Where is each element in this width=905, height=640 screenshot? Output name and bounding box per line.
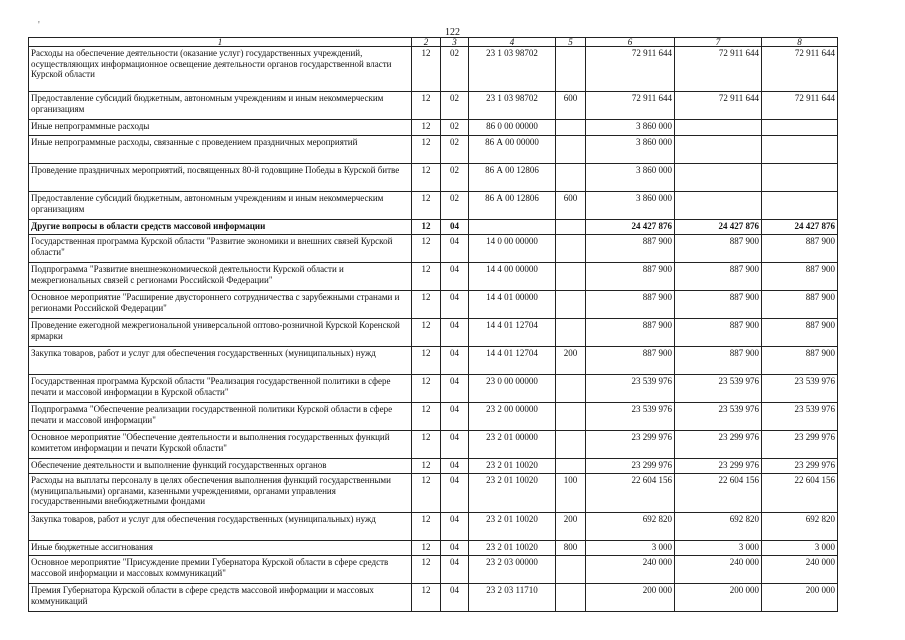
cell-amount-year-3: 887 900 bbox=[762, 319, 838, 347]
cell-subsection: 04 bbox=[441, 235, 469, 263]
cell-section: 12 bbox=[412, 403, 441, 431]
column-header: 8 bbox=[762, 38, 838, 47]
cell-section: 12 bbox=[412, 459, 441, 474]
cell-expense-type bbox=[556, 120, 586, 136]
cell-amount-year-3 bbox=[762, 120, 838, 136]
cell-target-article: 14 4 01 12704 bbox=[469, 319, 556, 347]
cell-target-article: 23 1 03 98702 bbox=[469, 92, 556, 120]
cell-subsection: 04 bbox=[441, 541, 469, 556]
cell-expense-type bbox=[556, 164, 586, 192]
table-row bbox=[29, 291, 838, 319]
cell-name: Обеспечение деятельности и выполнение функций государственных органов bbox=[29, 459, 412, 474]
cell-amount-year-3: 23 539 976 bbox=[762, 403, 838, 431]
cell-section: 12 bbox=[412, 164, 441, 192]
cell-target-article: 23 0 00 00000 bbox=[469, 375, 556, 403]
cell-expense-type: 600 bbox=[556, 192, 586, 220]
cell-amount-year-2 bbox=[675, 136, 762, 164]
cell-name: Другие вопросы в области средств массовой информации bbox=[29, 220, 412, 235]
budget-table bbox=[28, 37, 838, 612]
cell-expense-type bbox=[556, 584, 586, 612]
cell-amount-year-1: 3 860 000 bbox=[586, 120, 675, 136]
cell-section: 12 bbox=[412, 541, 441, 556]
cell-amount-year-2: 23 299 976 bbox=[675, 431, 762, 459]
cell-name: Предоставление субсидий бюджетным, автономным учреждениям и иным некоммерческим организациям bbox=[29, 92, 412, 120]
cell-amount-year-2 bbox=[675, 164, 762, 192]
cell-target-article: 23 2 01 10020 bbox=[469, 459, 556, 474]
cell-name: Закупка товаров, работ и услуг для обеспечения государственных (муниципальных) нужд bbox=[29, 513, 412, 541]
cell-amount-year-3: 23 299 976 bbox=[762, 459, 838, 474]
cell-amount-year-2: 23 539 976 bbox=[675, 403, 762, 431]
cell-section: 12 bbox=[412, 319, 441, 347]
cell-amount-year-3: 692 820 bbox=[762, 513, 838, 541]
cell-subsection: 04 bbox=[441, 584, 469, 612]
table-row bbox=[29, 403, 838, 431]
cell-amount-year-2 bbox=[675, 120, 762, 136]
cell-expense-type: 200 bbox=[556, 513, 586, 541]
cell-section: 12 bbox=[412, 513, 441, 541]
cell-section: 12 bbox=[412, 192, 441, 220]
cell-amount-year-1: 23 299 976 bbox=[586, 459, 675, 474]
cell-target-article: 23 2 01 00000 bbox=[469, 431, 556, 459]
scan-mark: ' bbox=[38, 20, 40, 31]
cell-name: Проведение ежегодной межрегиональной универсальной оптово-розничной Курской Коренской ярмарки bbox=[29, 319, 412, 347]
cell-amount-year-3: 22 604 156 bbox=[762, 474, 838, 513]
cell-target-article: 23 2 01 10020 bbox=[469, 474, 556, 513]
cell-amount-year-2 bbox=[675, 192, 762, 220]
cell-subsection: 04 bbox=[441, 375, 469, 403]
cell-amount-year-1: 200 000 bbox=[586, 584, 675, 612]
table-row bbox=[29, 120, 838, 136]
cell-amount-year-1: 23 299 976 bbox=[586, 431, 675, 459]
cell-amount-year-3: 72 911 644 bbox=[762, 47, 838, 92]
cell-subsection: 04 bbox=[441, 513, 469, 541]
cell-amount-year-1: 23 539 976 bbox=[586, 403, 675, 431]
cell-expense-type bbox=[556, 319, 586, 347]
cell-target-article: 14 4 00 00000 bbox=[469, 263, 556, 291]
cell-name: Основное мероприятие "Обеспечение деятельности и выполнения государственных функций комитетом информации и печати Курской области" bbox=[29, 431, 412, 459]
cell-amount-year-2: 240 000 bbox=[675, 556, 762, 584]
cell-amount-year-3: 887 900 bbox=[762, 347, 838, 375]
cell-target-article: 23 2 01 10020 bbox=[469, 541, 556, 556]
cell-amount-year-2: 887 900 bbox=[675, 291, 762, 319]
cell-amount-year-1: 240 000 bbox=[586, 556, 675, 584]
cell-section: 12 bbox=[412, 375, 441, 403]
cell-amount-year-3: 887 900 bbox=[762, 291, 838, 319]
cell-name: Расходы на выплаты персоналу в целях обеспечения выполнения функций государственными (муниципальными) органами, казенными учреждениями, органами управления государственными внебюджетными фондами bbox=[29, 474, 412, 513]
table-row bbox=[29, 136, 838, 164]
column-header: 1 bbox=[29, 38, 412, 47]
column-header: 5 bbox=[556, 38, 586, 47]
cell-amount-year-2: 23 539 976 bbox=[675, 375, 762, 403]
cell-name: Иные непрограммные расходы bbox=[29, 120, 412, 136]
table-row bbox=[29, 47, 838, 92]
cell-target-article: 23 2 01 10020 bbox=[469, 513, 556, 541]
table-header-row bbox=[29, 38, 838, 47]
column-header: 6 bbox=[586, 38, 675, 47]
cell-name: Государственная программа Курской области "Реализация государственной политики в сфере печати и массовой информации в Курской области" bbox=[29, 375, 412, 403]
cell-name: Расходы на обеспечение деятельности (оказание услуг) государственных учреждений, осуществляющих информационное освещение деятельности органов государственной власти Курской области bbox=[29, 47, 412, 92]
cell-expense-type bbox=[556, 47, 586, 92]
cell-subsection: 02 bbox=[441, 192, 469, 220]
cell-amount-year-1: 887 900 bbox=[586, 319, 675, 347]
cell-expense-type: 800 bbox=[556, 541, 586, 556]
cell-name: Предоставление субсидий бюджетным, автономным учреждениям и иным некоммерческим организациям bbox=[29, 192, 412, 220]
cell-expense-type bbox=[556, 375, 586, 403]
cell-name: Государственная программа Курской области "Развитие экономики и внешних связей Курской области" bbox=[29, 235, 412, 263]
table-row bbox=[29, 220, 838, 235]
cell-target-article: 86 А 00 12806 bbox=[469, 164, 556, 192]
cell-section: 12 bbox=[412, 92, 441, 120]
cell-expense-type bbox=[556, 220, 586, 235]
cell-amount-year-1: 23 539 976 bbox=[586, 375, 675, 403]
cell-subsection: 02 bbox=[441, 92, 469, 120]
cell-expense-type bbox=[556, 459, 586, 474]
cell-amount-year-1: 887 900 bbox=[586, 291, 675, 319]
cell-amount-year-2: 22 604 156 bbox=[675, 474, 762, 513]
column-header: 3 bbox=[441, 38, 469, 47]
cell-amount-year-3 bbox=[762, 164, 838, 192]
cell-amount-year-3: 23 299 976 bbox=[762, 431, 838, 459]
cell-subsection: 04 bbox=[441, 220, 469, 235]
cell-expense-type bbox=[556, 136, 586, 164]
cell-subsection: 02 bbox=[441, 120, 469, 136]
cell-amount-year-1: 887 900 bbox=[586, 263, 675, 291]
cell-section: 12 bbox=[412, 291, 441, 319]
cell-amount-year-2: 3 000 bbox=[675, 541, 762, 556]
table-row bbox=[29, 92, 838, 120]
cell-expense-type bbox=[556, 431, 586, 459]
table-row bbox=[29, 164, 838, 192]
table-row bbox=[29, 319, 838, 347]
cell-section: 12 bbox=[412, 220, 441, 235]
cell-section: 12 bbox=[412, 120, 441, 136]
cell-amount-year-3: 240 000 bbox=[762, 556, 838, 584]
cell-subsection: 02 bbox=[441, 164, 469, 192]
table-row bbox=[29, 192, 838, 220]
cell-amount-year-1: 692 820 bbox=[586, 513, 675, 541]
cell-name: Премия Губернатора Курской области в сфере средств массовой информации и массовых коммуникаций bbox=[29, 584, 412, 612]
cell-amount-year-1: 72 911 644 bbox=[586, 47, 675, 92]
cell-expense-type bbox=[556, 291, 586, 319]
table-row bbox=[29, 556, 838, 584]
cell-target-article: 14 4 01 00000 bbox=[469, 291, 556, 319]
cell-amount-year-2: 887 900 bbox=[675, 319, 762, 347]
table-row bbox=[29, 375, 838, 403]
cell-name: Основное мероприятие "Присуждение премии Губернатора Курской области в сфере средств массовой информации и массовых коммуникаций" bbox=[29, 556, 412, 584]
cell-section: 12 bbox=[412, 136, 441, 164]
cell-section: 12 bbox=[412, 584, 441, 612]
column-header: 2 bbox=[412, 38, 441, 47]
column-header: 7 bbox=[675, 38, 762, 47]
cell-subsection: 04 bbox=[441, 556, 469, 584]
cell-amount-year-1: 22 604 156 bbox=[586, 474, 675, 513]
table-row bbox=[29, 541, 838, 556]
cell-amount-year-3: 887 900 bbox=[762, 235, 838, 263]
cell-amount-year-3: 200 000 bbox=[762, 584, 838, 612]
cell-amount-year-2: 887 900 bbox=[675, 263, 762, 291]
cell-target-article bbox=[469, 220, 556, 235]
cell-section: 12 bbox=[412, 47, 441, 92]
cell-amount-year-3: 72 911 644 bbox=[762, 92, 838, 120]
cell-amount-year-1: 72 911 644 bbox=[586, 92, 675, 120]
cell-expense-type bbox=[556, 263, 586, 291]
table-row bbox=[29, 347, 838, 375]
cell-target-article: 23 2 03 11710 bbox=[469, 584, 556, 612]
cell-subsection: 04 bbox=[441, 431, 469, 459]
cell-subsection: 02 bbox=[441, 47, 469, 92]
cell-name: Подпрограмма "Развитие внешнеэкономической деятельности Курской области и межрегиональных связей с регионами Российской Федерации" bbox=[29, 263, 412, 291]
cell-target-article: 86 А 00 12806 bbox=[469, 192, 556, 220]
cell-name: Основное мероприятие "Расширение двустороннего сотрудничества с зарубежными странами и регионами Российской Федерации" bbox=[29, 291, 412, 319]
cell-subsection: 04 bbox=[441, 459, 469, 474]
cell-section: 12 bbox=[412, 431, 441, 459]
cell-section: 12 bbox=[412, 263, 441, 291]
cell-section: 12 bbox=[412, 347, 441, 375]
cell-amount-year-2: 200 000 bbox=[675, 584, 762, 612]
cell-amount-year-3: 3 000 bbox=[762, 541, 838, 556]
cell-subsection: 02 bbox=[441, 136, 469, 164]
table-row bbox=[29, 263, 838, 291]
table-row bbox=[29, 474, 838, 513]
cell-amount-year-2: 72 911 644 bbox=[675, 47, 762, 92]
cell-expense-type: 100 bbox=[556, 474, 586, 513]
cell-amount-year-3: 887 900 bbox=[762, 263, 838, 291]
cell-subsection: 04 bbox=[441, 319, 469, 347]
cell-target-article: 14 4 01 12704 bbox=[469, 347, 556, 375]
cell-amount-year-2: 887 900 bbox=[675, 347, 762, 375]
cell-section: 12 bbox=[412, 474, 441, 513]
cell-subsection: 04 bbox=[441, 263, 469, 291]
table-row bbox=[29, 459, 838, 474]
column-header: 4 bbox=[469, 38, 556, 47]
table-row bbox=[29, 584, 838, 612]
page-number: 122 bbox=[445, 27, 460, 38]
cell-section: 12 bbox=[412, 556, 441, 584]
table-row bbox=[29, 235, 838, 263]
cell-amount-year-2: 692 820 bbox=[675, 513, 762, 541]
cell-name: Подпрограмма "Обеспечение реализации государственной политики Курской области в сфере печати и массовой информации" bbox=[29, 403, 412, 431]
cell-name: Проведение праздничных мероприятий, посвященных 80-й годовщине Победы в Курской битве bbox=[29, 164, 412, 192]
cell-amount-year-3: 24 427 876 bbox=[762, 220, 838, 235]
cell-subsection: 04 bbox=[441, 403, 469, 431]
cell-subsection: 04 bbox=[441, 291, 469, 319]
cell-target-article: 86 0 00 00000 bbox=[469, 120, 556, 136]
cell-amount-year-2: 23 299 976 bbox=[675, 459, 762, 474]
cell-expense-type bbox=[556, 235, 586, 263]
cell-amount-year-1: 3 860 000 bbox=[586, 164, 675, 192]
table-row bbox=[29, 431, 838, 459]
cell-name: Иные непрограммные расходы, связанные с проведением праздничных мероприятий bbox=[29, 136, 412, 164]
cell-amount-year-3: 23 539 976 bbox=[762, 375, 838, 403]
cell-amount-year-1: 887 900 bbox=[586, 347, 675, 375]
cell-amount-year-3 bbox=[762, 192, 838, 220]
cell-target-article: 14 0 00 00000 bbox=[469, 235, 556, 263]
cell-subsection: 04 bbox=[441, 347, 469, 375]
cell-amount-year-2: 24 427 876 bbox=[675, 220, 762, 235]
cell-expense-type: 600 bbox=[556, 92, 586, 120]
cell-target-article: 23 2 00 00000 bbox=[469, 403, 556, 431]
cell-amount-year-1: 3 000 bbox=[586, 541, 675, 556]
cell-amount-year-1: 3 860 000 bbox=[586, 136, 675, 164]
table-row bbox=[29, 513, 838, 541]
cell-target-article: 86 А 00 00000 bbox=[469, 136, 556, 164]
cell-amount-year-1: 3 860 000 bbox=[586, 192, 675, 220]
cell-amount-year-1: 887 900 bbox=[586, 235, 675, 263]
cell-target-article: 23 2 03 00000 bbox=[469, 556, 556, 584]
cell-target-article: 23 1 03 98702 bbox=[469, 47, 556, 92]
cell-amount-year-2: 887 900 bbox=[675, 235, 762, 263]
cell-amount-year-2: 72 911 644 bbox=[675, 92, 762, 120]
cell-section: 12 bbox=[412, 235, 441, 263]
cell-subsection: 04 bbox=[441, 474, 469, 513]
cell-name: Закупка товаров, работ и услуг для обеспечения государственных (муниципальных) нужд bbox=[29, 347, 412, 375]
cell-expense-type bbox=[556, 403, 586, 431]
cell-name: Иные бюджетные ассигнования bbox=[29, 541, 412, 556]
cell-amount-year-1: 24 427 876 bbox=[586, 220, 675, 235]
cell-expense-type bbox=[556, 556, 586, 584]
cell-amount-year-3 bbox=[762, 136, 838, 164]
cell-expense-type: 200 bbox=[556, 347, 586, 375]
